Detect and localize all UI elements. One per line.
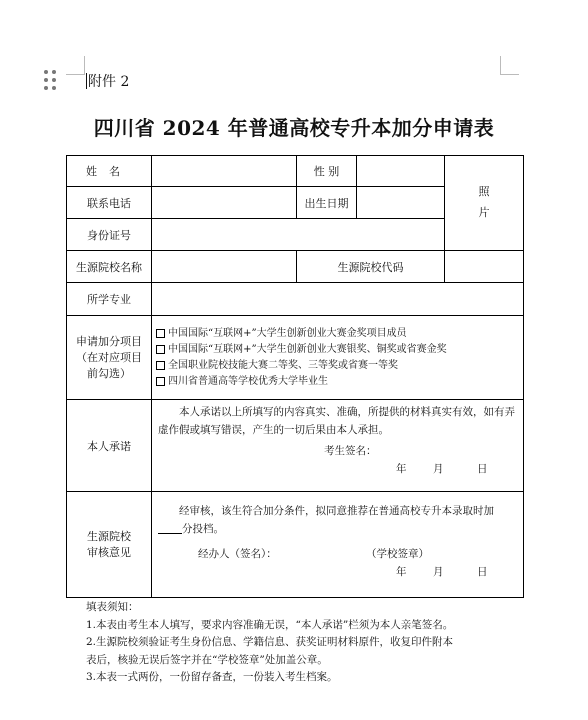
checkbox[interactable] xyxy=(156,361,165,370)
name-label: 姓名 xyxy=(67,156,152,187)
review-text-part2: 分投档。 xyxy=(182,523,224,535)
review-day-label: 日 xyxy=(477,566,488,578)
review-label-line: 审核意见 xyxy=(87,545,131,559)
bonus-option[interactable] xyxy=(152,374,523,390)
margin-corner-mark-left xyxy=(66,56,85,75)
attachment-label[interactable]: 附件 2 xyxy=(88,74,130,90)
bonus-option-label: 中国国际“互联网+”大学生创新创业大赛金奖项目成员 xyxy=(168,327,407,339)
instruction-item: 1.本表由考生本人填写，要求内容准确无误，“本人承诺”栏须为本人亲笔签名。 xyxy=(86,618,454,631)
source-school-code-label: 生源院校代码 xyxy=(297,251,445,283)
drag-handle-icon[interactable] xyxy=(42,70,58,92)
review-label xyxy=(67,492,152,598)
bonus-options-cell xyxy=(152,316,524,400)
handler-signature-label: 经办人（签名）： xyxy=(198,548,277,560)
source-school-code-input-cell[interactable] xyxy=(445,251,524,283)
bonus-points-blank[interactable] xyxy=(158,521,182,534)
name-input-cell[interactable] xyxy=(152,156,297,187)
major-label: 所学专业 xyxy=(67,283,152,316)
source-school-name-input-cell[interactable] xyxy=(152,251,297,283)
checkbox[interactable] xyxy=(156,377,165,386)
review-label-line: 生源院校 xyxy=(87,529,131,543)
review-cell[interactable] xyxy=(152,492,524,598)
school-seal-label: （学校签章） xyxy=(366,548,429,560)
bonus-option[interactable] xyxy=(152,358,523,374)
document-title[interactable]: 四川省 2024 年普通高校专升本加分申请表 xyxy=(93,116,495,140)
commitment-text: 本人承诺以上所填写的内容真实、准确，所提供的材料真实有效，如有弄虚作假或填写错误，产生的一切后果由本人承担。 xyxy=(158,406,515,436)
instructions-heading: 填表须知： xyxy=(86,601,139,613)
review-text-part1: 经审核，该生符合加分条件，拟同意推荐在普通高校专升本录取时加 xyxy=(179,505,494,517)
bonus-label-line: 前勾选） xyxy=(87,366,131,380)
review-year-label: 年 xyxy=(396,566,407,578)
commitment-year-label: 年 xyxy=(396,463,407,475)
photo-cell[interactable] xyxy=(445,156,524,251)
bonus-label-line: 申请加分项目 xyxy=(76,334,142,348)
birth-date-input-cell[interactable] xyxy=(357,187,445,219)
student-signature-label: 考生签名： xyxy=(324,445,377,457)
commitment-signature-area xyxy=(152,439,523,477)
instruction-item: 表后，核验无误后签字并在“学校签章”处加盖公章。 xyxy=(86,653,328,666)
checkbox[interactable] xyxy=(156,329,165,338)
phone-input-cell[interactable] xyxy=(152,187,297,219)
instructions-section xyxy=(86,599,453,687)
instruction-item: 3.本表一式两份，一份留存备查，一份装入考生档案。 xyxy=(86,671,338,684)
review-text xyxy=(152,502,523,538)
application-form-table xyxy=(66,155,524,598)
bonus-option[interactable] xyxy=(152,342,523,358)
gender-label: 性 别 xyxy=(297,156,357,187)
instruction-item: 2.生源院校须验证考生身份信息、学籍信息、获奖证明材料原件，收复印件附本 xyxy=(86,636,454,649)
commitment-month-label: 月 xyxy=(433,463,444,475)
commitment-day-label: 日 xyxy=(477,463,488,475)
birth-date-label: 出生日期 xyxy=(297,187,357,219)
commitment-label: 本人承诺 xyxy=(67,400,152,492)
bonus-option[interactable] xyxy=(152,326,523,342)
margin-corner-mark-right xyxy=(500,56,519,75)
phone-label: 联系电话 xyxy=(67,187,152,219)
bonus-option-label: 四川省普通高等学校优秀大学毕业生 xyxy=(168,375,328,387)
checkbox[interactable] xyxy=(156,345,165,354)
bonus-label-line: （在对应项目 xyxy=(76,350,142,364)
bonus-option-label: 中国国际“互联网+”大学生创新创业大赛银奖、铜奖或省赛金奖 xyxy=(168,343,447,355)
review-signature-area xyxy=(152,546,523,590)
commitment-cell[interactable] xyxy=(152,400,524,492)
bonus-option-label: 全国职业院校技能大赛二等奖、三等奖或省赛一等奖 xyxy=(168,359,398,371)
text-cursor xyxy=(86,73,87,89)
major-input-cell[interactable] xyxy=(152,283,524,316)
photo-label-1: 照 xyxy=(478,185,490,199)
source-school-name-label: 生源院校名称 xyxy=(67,251,152,283)
review-month-label: 月 xyxy=(433,566,444,578)
gender-input-cell[interactable] xyxy=(357,156,445,187)
id-number-input-cell[interactable] xyxy=(152,219,445,251)
bonus-items-label xyxy=(67,316,152,400)
id-number-label: 身份证号 xyxy=(67,219,152,251)
photo-label-2: 片 xyxy=(478,206,490,219)
